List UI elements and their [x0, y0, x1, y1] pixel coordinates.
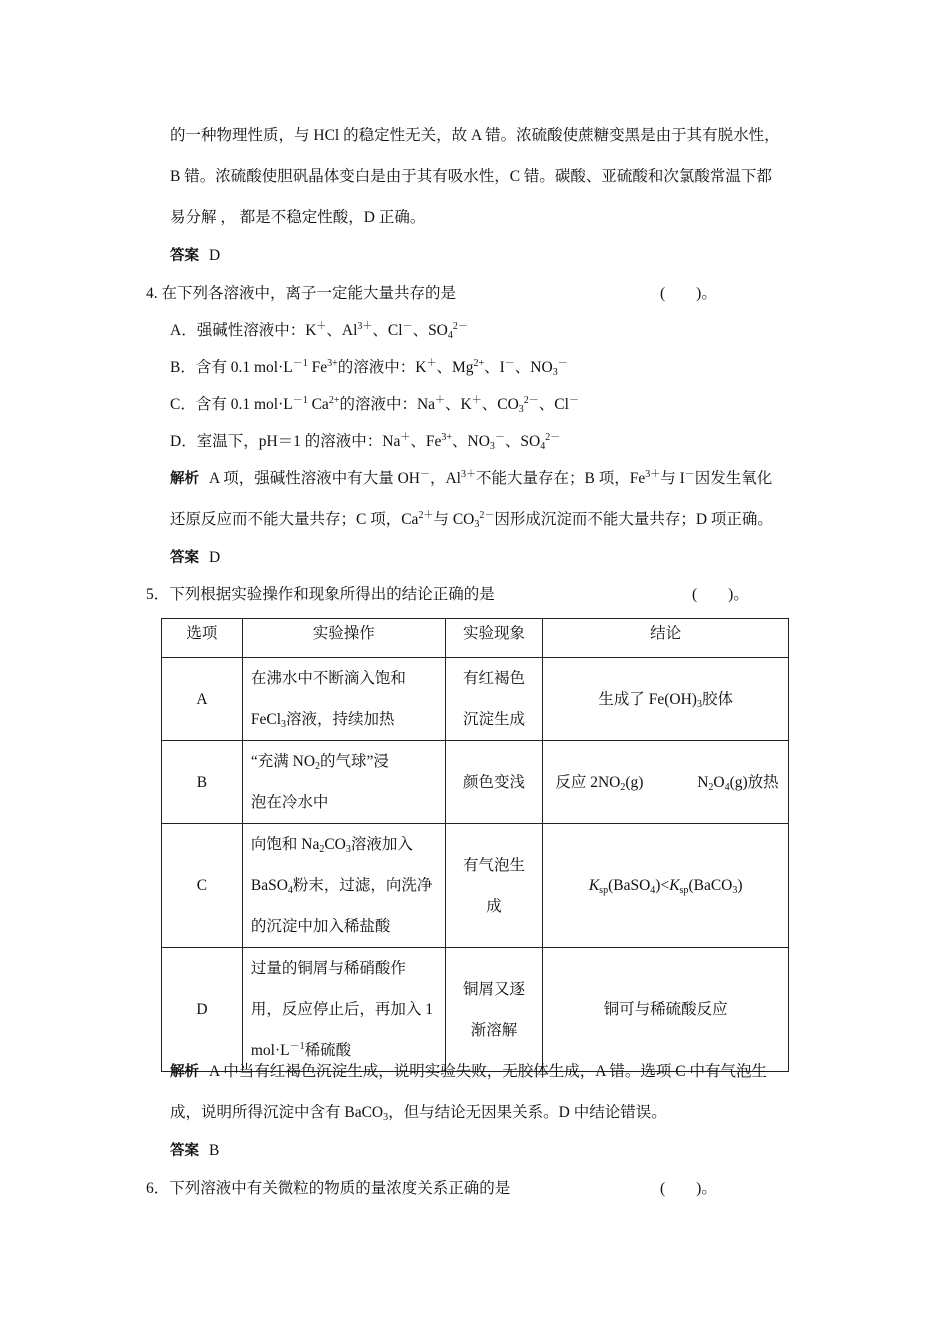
answer-value: B [209, 1142, 220, 1159]
q5-explanation-line1: 解析 A 中当有红褐色沉淀生成，说明实验失败，无胶体生成，A 错。选项 C 中有气泡生 [170, 1063, 768, 1080]
q4-answer-paren: ( )。 [660, 285, 717, 302]
q3-explanation-line1: 的一种物理性质，与 HCl 的稳定性无关，故 A 错。浓硫酸使蔗糖变黑是由于其有脱水性， [170, 127, 780, 144]
table-row [162, 741, 789, 824]
q4-option-d: D．室温下，pH＝1 的溶液中：Na＋、$Fe^{3+}$、$NO_3^-$、$SO_4^{2-}$ [170, 432, 561, 452]
answer-label: 答案 [170, 550, 199, 566]
answer-label: 答案 [170, 1143, 199, 1159]
q5-stem: 5．下列根据实验操作和现象所得出的结论正确的是 [146, 586, 495, 603]
explanation-label: 解析 [170, 471, 199, 487]
q6-answer-paren: ( )。 [660, 1180, 717, 1197]
header-phenomenon: 实验现象 [445, 619, 543, 658]
answer-value: D [209, 549, 221, 566]
answer-value: D [209, 247, 221, 264]
header-option: 选项 [162, 619, 243, 658]
header-conclusion: 结论 [543, 619, 789, 658]
explanation-label: 解析 [170, 1064, 199, 1080]
row-phenomenon: 有气泡生 成 [445, 824, 543, 948]
row-operation: 向饱和 $Na_2CO_3$溶液加入 BaSO$_4$粉末，过滤，向洗净 的沉淀中加入稀盐酸 [242, 824, 445, 948]
row-phenomenon: 颜色变浅 [445, 741, 543, 824]
q4-option-a: A．强碱性溶液中：K＋、$Al^{3+}$、Cl－、$SO_4^{2-}$ [170, 321, 468, 341]
header-operation: 实验操作 [242, 619, 445, 658]
q5-explanation-line2: 成，说明所得沉淀中含有 BaCO$_3$，但与结论无因果关系。D 中结论错误。 [170, 1104, 667, 1123]
row-conclusion: 反应 $2NO_2(g)$ $N_2O_4(g)$放热 [543, 741, 789, 824]
q4-explanation-line2: 还原反应而不能大量共存；C 项，$Ca^{2+}$与 $CO_3^{2-}$因形成沉淀而不能大量共存；D 项正确。 [170, 510, 773, 530]
q3-explanation-line3: 易分解 ， 都是不稳定性酸，D 正确。 [170, 209, 426, 226]
table-header-row [162, 619, 789, 658]
row-option: A [162, 658, 243, 741]
row-operation: “充满 $NO_2$的气球”浸 泡在冷水中 [242, 741, 445, 824]
q3-answer [170, 246, 220, 266]
table-row [162, 658, 789, 741]
row-phenomenon: 铜屑又逐 渐溶解 [445, 948, 543, 1072]
row-operation: 在沸水中不断滴入饱和 FeCl$_3$溶液，持续加热 [242, 658, 445, 741]
row-option: D [162, 948, 243, 1072]
q5-answer-paren: ( )。 [692, 586, 749, 603]
experiment-table [161, 618, 789, 1072]
row-option: B [162, 741, 243, 824]
row-phenomenon: 有红褐色 沉淀生成 [445, 658, 543, 741]
q4-stem: 4. 在下列各溶液中，离子一定能大量共存的是 [146, 285, 457, 302]
q4-option-c: C．含有 0.1 $mol\cdot L^{-1}$ $Ca^{2+}$的溶液中：Na＋、K＋、$CO_3^{2-}$、Cl－ [170, 395, 579, 415]
row-conclusion: $K_{sp}(BaSO_4)<K_{sp}(BaCO_3)$ [543, 824, 789, 948]
answer-label: 答案 [170, 248, 199, 264]
row-option: C [162, 824, 243, 948]
q4-option-b: B．含有 0.1 $mol\cdot L^{-1}$ $Fe^{3+}$的溶液中：K＋、$Mg^{2+}$、I－、$NO_3^-$ [170, 358, 568, 378]
table-row [162, 824, 789, 948]
q5-answer [170, 1141, 219, 1161]
row-conclusion: 生成了 $Fe(OH)_3$胶体 [543, 658, 789, 741]
q3-explanation-line2: B 错。浓硫酸使胆矾晶体变白是由于其有吸水性，C 错。碳酸、亚硫酸和次氯酸常温下都 [170, 168, 772, 185]
row-operation: 过量的铜屑与稀硝酸作 用，反应停止后，再加入 1 $mol\cdot L^{-1}$稀硫酸 [242, 948, 445, 1072]
q6-stem: 6．下列溶液中有关微粒的物质的量浓度关系正确的是 [146, 1180, 511, 1197]
q4-answer [170, 548, 220, 568]
row-conclusion: 铜可与稀硫酸反应 [543, 948, 789, 1072]
q4-explanation-line1: 解析 A 项，强碱性溶液中有大量 OH－，$Al^{3+}$不能大量存在；B 项，$Fe^{3+}$与 I－因发生氧化 [170, 469, 773, 487]
table-row [162, 948, 789, 1072]
